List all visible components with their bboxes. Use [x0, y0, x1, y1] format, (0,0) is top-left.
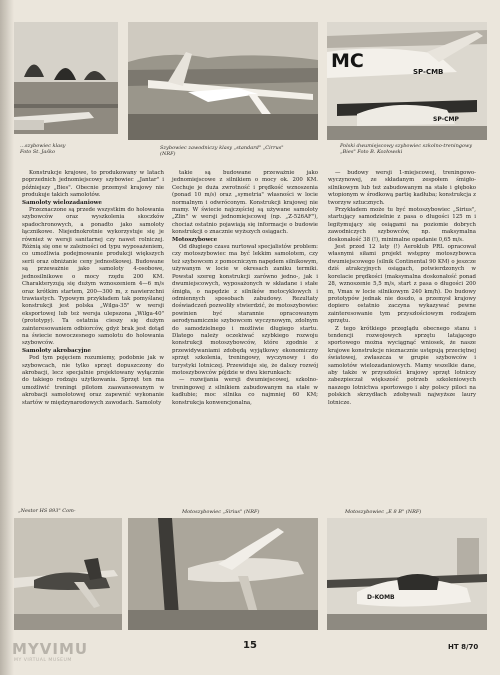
page-edge-shadow	[0, 0, 14, 675]
section-heading: Samoloty akrobacyjne	[22, 347, 91, 354]
body-paragraph: Przeznaczone są przede wszystkim do holowania szybowców oraz wyszkolenia skoczków spadochronowych, a ponadto jako samoloty łącznikowe. Niejednokrotnie wykorzystuje się je również w wersji sanitarnej czy nawet rolniczej. Różnią się one w zależności od typu wyposażeniem, co umożliwia podejmowanie produkcji większych serii oraz obniżanie ceny jednostkowej. Budowane są przeważnie jako samoloty 4-osobowe, jednosilnikowe o mocy rzędu 200 KM. Charakteryzują się dużym wznoszeniem 4—6 m/s oraz krótkim startem, 200—300 m, z nawierzchni trawiastych. Typowym przykładem tak pomyślanej konstrukcji jest polska „Wilga-35" w wersji eksportowej lub też wersja ulepszona „Wilga-40" (prototypy). Ta ostatnia cieszy się dużym zainteresowaniem odbiorców, gdyż brak jest dotąd na świecie nowoczesnego samolotu do holowania szybowców.	[22, 207, 164, 347]
body-paragraph: Z tego krótkiego przeglądu obecnego stanu i tendencji rozwojowych sprzętu latającego sportowego można wyciągnąć wniosek, że nasze krajowe konstrukcje nieznacznie ustępują przeciętnej światowej, zwłaszcza w grupie szybowców i samolotów wielozadaniowych. Mamy wszelkie dane, aby także w przyszłości krajowy sprzęt lotniczy zabezpieczał większość potrzeb szkoleniowych naszego lotnictwa sportowego i aby polscy piloci na polskich skrzydłach zdobywali najwyższe laury lotnicze.	[328, 325, 476, 406]
section-heading: Motoszybowce	[172, 236, 218, 243]
issue-label: HT 8/70	[448, 643, 479, 651]
registration-mark-sp-cmb: SP-CMB	[413, 68, 444, 76]
body-paragraph: — rozwijania wersji dwumiejscowej, szkolno-treningowej z silnikiem zabudowanym na stałe w kadłubie; moc silnika co najmniej 60 KM; konstrukcja konwencjonalna,	[172, 377, 318, 406]
registration-mark-d: D-KOMB	[367, 594, 395, 601]
body-paragraph: Konstrukcje krajowe, to produkowany w latach poprzednich jednomiejscowy szybowiec „Jantar" i późniejszy „Bies". Obecnie przemysł krajowy nie produkuje takich samolotów.	[22, 170, 164, 199]
cirrus-glider-illustration	[128, 22, 318, 140]
body-paragraph: Przykładem może tu być motoszybowiec „Sirius", startujący samodzielnie z pasa o długości 125 m i legitymujący się osiągami na poziomie dobrych zawodniczych szybowców, np. maksymalna doskonałość 38 (!), minimalne opadanie 0,65 m/s.	[328, 207, 476, 243]
photo-bottom-middle	[128, 518, 318, 630]
body-paragraph: takie są budowane przeważnie jako jednomiejscowe z silnikiem o mocy ok. 200 KM. Cechuje je duża zwrotność i prędkość wznoszenia (ponad 10 m/s) oraz „symetria" własności w locie normalnym i odwróconym. Konstrukcji krajowej nie mamy. W świecie najczęściej są używane samoloty „Zlin" w wersji jednomiejscowej (np. „Z-526AF"), chociaż ostatnio pojawiają się informacje o budowie konstrukcji o znacznie wyższych osiągach.	[172, 170, 318, 236]
body-paragraph: Pod tym pojęciem rozumiemy, podobnie jak w szybowcach, nie tylko sprzęt dopuszczony do akrobacji, lecz specjalnie projektowany wyłącznie do takiego rodzaju użytkowania. Sprzęt ten ma umożliwić treningi pilotom zaawansowanym w akrobacji samolotowej oraz zapewnić wykonanie startów w międzynarodowych zawodach. Samoloty	[22, 355, 164, 406]
nestor-aircraft-illustration	[14, 518, 122, 630]
section-heading: Samoloty wielozadaniowe	[22, 199, 102, 206]
caption-top-right: Polski dwumiejscowy szybowiec szkolno-treningowy „Bies" Foto B. Kozłowski	[340, 143, 473, 155]
glider-photo-illustration	[14, 22, 118, 134]
photo-top-middle	[128, 22, 318, 140]
photo-bottom-left	[14, 518, 122, 630]
text-column-1	[22, 170, 164, 407]
bies-gliders-illustration	[327, 22, 487, 140]
photo-top-left	[14, 22, 118, 134]
caption-bottom-right: Motoszybowiec „E 8 B" (NRF)	[345, 509, 422, 515]
watermark-subtitle: MY VIRTUAL MUSEUM	[14, 658, 72, 663]
e8b-motorglider-illustration	[327, 518, 487, 630]
text-column-2	[172, 170, 318, 407]
registration-mark-mc: MC	[331, 50, 364, 72]
caption-top-left: …szybowiec klasy Foto St. Jaśko	[20, 143, 66, 155]
caption-top-middle: Szybowiec zawodniczy klasy „standard" „Cirrus" (NRF)	[160, 145, 284, 157]
caption-bottom-left: „Nestor HS 893" Com-	[18, 508, 76, 514]
body-paragraph: Od długiego czasu nurtował specjalistów problem: czy motoszybowiec ma być lekkim samolotem, czy też szybowcem z pomocniczym napędem silnikowym, używanym w locie w okresach zaniku termiki. Powstał szereg konstrukcji zarówno jedno-, jak i dwumiejscowych, wyposażonych w składane i stałe śmigła, o napędzie z silników motocyklowych i odmiennych sposobach zabudowy. Rezultaty doświadczeń pozwoliły stwierdzić, że motoszybowiec powinien być starannie opracowanym aerodynamicznie szybowcem wyczynowym, zdolnym do samodzielnego i możliwie długiego startu. Dlatego należy oczekiwać szybkiego rozwoju konstrukcji motoszybowców, które zgodnie z przewidywaniami zdobędą wyjątkowy ekonomiczny sprzęt szkolenia, treningowy, wyczynowy i do turystyki lotniczej. Przewiduje się, że dalszy rozwój motoszybowców pójdzie w dwu kierunkach:	[172, 244, 318, 376]
watermark-logo: MYVIMU	[12, 640, 89, 658]
photo-top-right	[327, 22, 487, 140]
body-paragraph: Jest przed 12 laty (!) Aeroklub PRL opracował własnymi siłami projekt wstępny motoszybowca dwumiejscowego (silnik Continental 90 KM) o jeszcze dziś atrakcyjnych osiągach, potwierdzonych w korelacie prędkości (maksymalna doskonałość ponad 28, wznoszenie 5,5 m/s, start z pasa o długości 200 m, Vmax w locie silnikowym 240 km/h). Do budowy prototypów jednak nie doszło, a przemysł krajowy dopiero ostatnio zaczyna wykazywać pewne zainteresowanie tym przyszłościowym rodzajem sprzętu.	[328, 244, 476, 325]
page-number: 15	[243, 640, 257, 651]
sirius-motorglider-illustration	[128, 518, 318, 630]
body-paragraph: — budowy wersji 1-miejscowej, treningowo-wyczynowej, ze składanym zespołem śmigło-silnikowym lub też zabudowanym na stałe i głęboko wtopionym w środkową partię kadłuba; konstrukcja z tworzyw sztucznych.	[328, 170, 476, 206]
registration-mark-sp-cmp: SP-CMP	[433, 116, 459, 123]
text-column-3	[328, 170, 476, 407]
caption-bottom-middle: Motoszybowiec „Sirius" (NRF)	[182, 509, 260, 515]
photo-bottom-right	[327, 518, 487, 630]
